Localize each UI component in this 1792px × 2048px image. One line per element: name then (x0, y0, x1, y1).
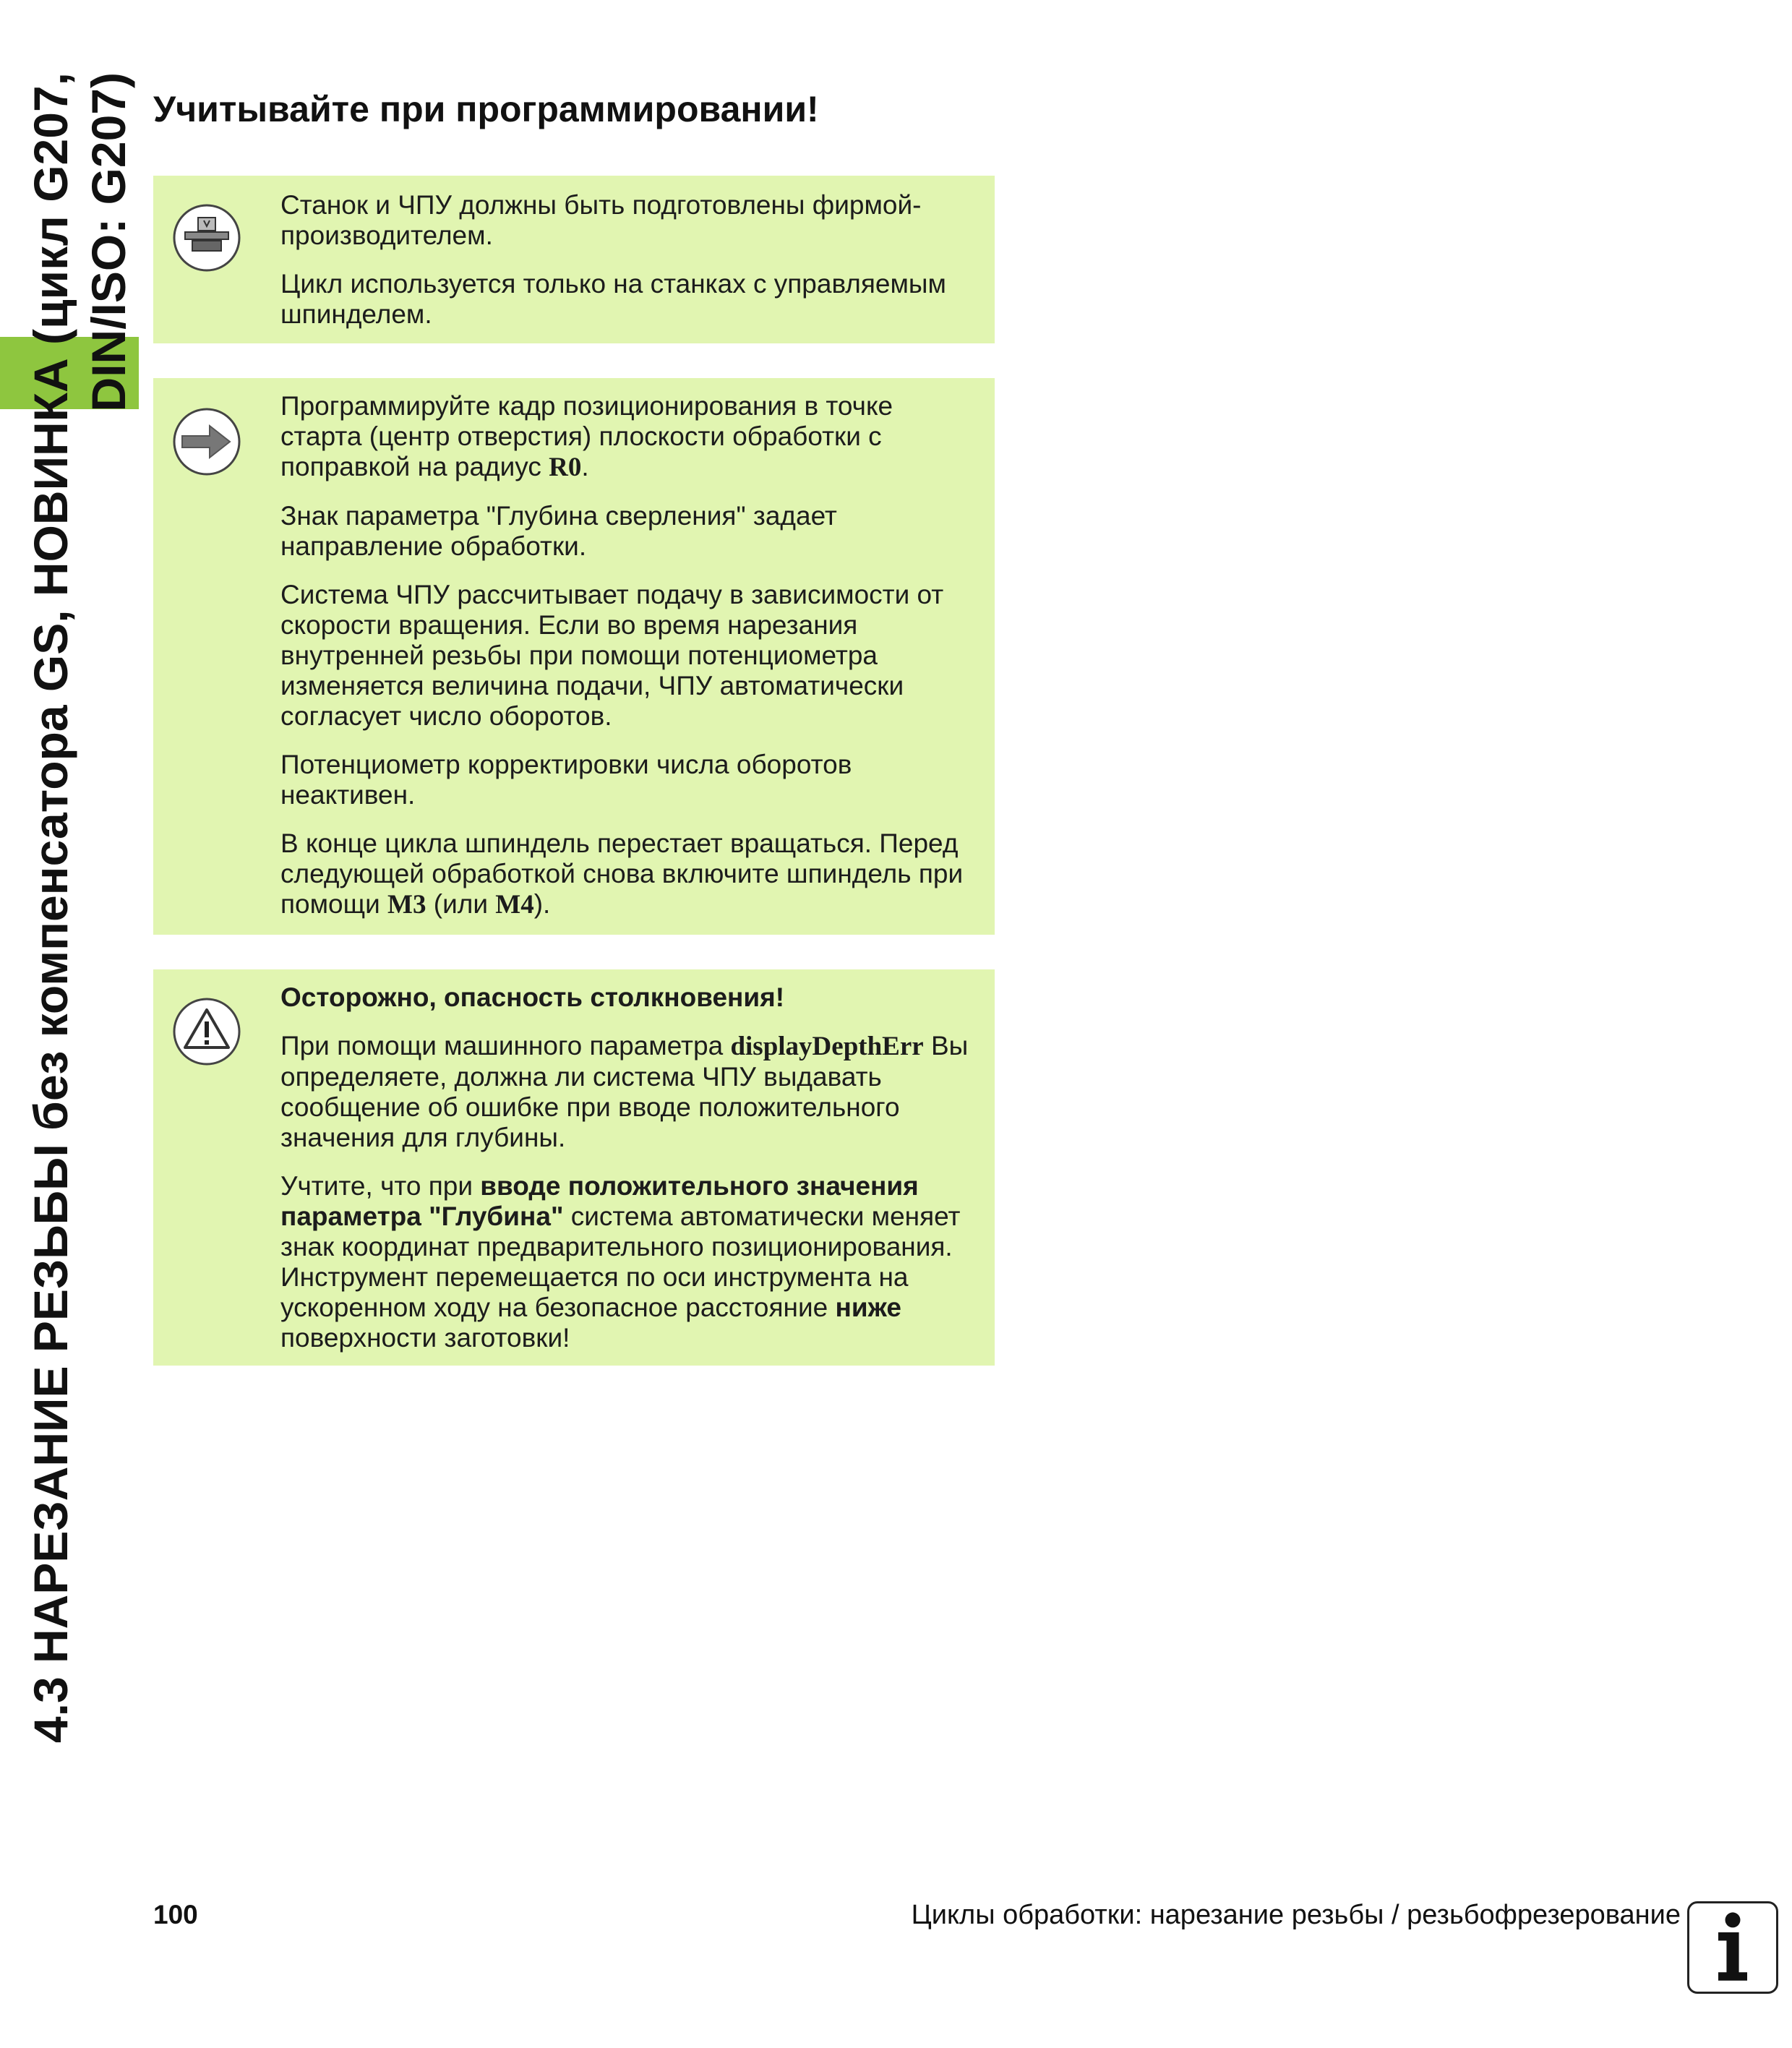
note-box-machine-text (280, 190, 973, 330)
chapter-side-title-line2: DIN/ISO: G207) (82, 72, 135, 412)
footer-chapter-title: Циклы обработки: нарезание резьбы / резьбофрезерование (911, 1900, 1681, 1930)
note-paragraph (280, 1171, 973, 1353)
code-display-depth-err: displayDepthErr (730, 1032, 924, 1061)
page-number: 100 (153, 1900, 198, 1929)
code-m4: M4 (495, 890, 534, 920)
section-heading: Учитывайте при программировании! (153, 89, 819, 129)
note-text: Вы определяете, должна ли система ЧПУ выдавать сообщение об ошибке при вводе положительного значения для глубины. (280, 1031, 969, 1152)
warning-title: Осторожно, опасность столкновения! (280, 982, 785, 1012)
note-text: . (581, 452, 589, 481)
machine-spindle-icon (172, 203, 241, 273)
note-paragraph: Цикл используется только на станках с управляемым шпинделем. (280, 269, 946, 329)
chapter-side-title (22, 72, 137, 1807)
code-r0: R0 (549, 453, 582, 482)
note-box-programming-text (280, 391, 973, 920)
note-text: Учтите, что при (280, 1171, 481, 1201)
note-text: (или (426, 889, 496, 919)
chapter-side-title-line1: 4.3 НАРЕЗАНИЕ РЕЗЬБЫ без компенсатора GS, НОВИНКА (цикл G207, (24, 72, 77, 1744)
warning-triangle-icon (172, 997, 241, 1066)
note-text: В конце цикла шпиндель перестает вращаться. Перед следующей обработкой снова включите шпиндель при помощи (280, 828, 964, 919)
arrow-right-icon (172, 407, 241, 476)
code-m3: M3 (387, 890, 426, 920)
note-emphasis: вводе положительного значения параметра "Глубина" (280, 1171, 919, 1231)
note-paragraph: Потенциометр корректировки числа оборотов неактивен. (280, 750, 852, 810)
note-text: При помощи машинного параметра (280, 1031, 731, 1061)
note-text: поверхности заготовки! (280, 1323, 570, 1353)
note-text: ). (533, 889, 551, 919)
info-i-icon (1687, 1901, 1778, 1994)
note-paragraph (280, 1031, 973, 1153)
warning-box-text (280, 982, 973, 1353)
note-paragraph: Знак параметра "Глубина сверления" задает направление обработки. (280, 501, 837, 561)
note-paragraph (280, 391, 973, 483)
note-box-programming (153, 378, 995, 935)
warning-box-collision (153, 969, 995, 1366)
note-text: система автоматически меняет знак координат предварительного позиционирования. Инструмент перемещается по оси инструмента на ускоренном ходу на безопасное расстояние (280, 1201, 961, 1322)
note-paragraph: Станок и ЧПУ должны быть подготовлены фирмой-производителем. (280, 190, 922, 250)
note-box-machine (153, 176, 995, 343)
note-paragraph (280, 828, 973, 920)
note-text: Программируйте кадр позиционирования в точке старта (центр отверстия) плоскости обработки с поправкой на радиус (280, 391, 893, 481)
note-paragraph: Система ЧПУ рассчитывает подачу в зависимости от скорости вращения. Если во время нарезания внутренней резьбы при помощи потенциометра изменяется величина подачи, ЧПУ автоматически согласует число оборотов. (280, 580, 944, 731)
note-emphasis: ниже (835, 1293, 901, 1322)
